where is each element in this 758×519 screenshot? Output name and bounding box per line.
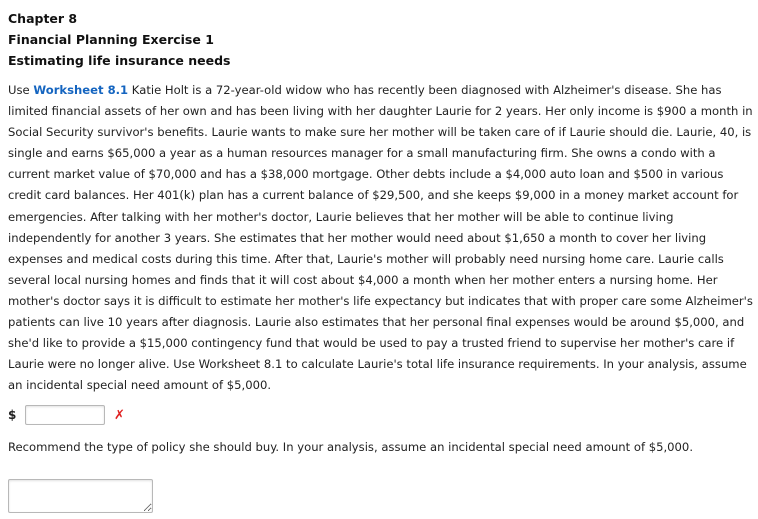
worksheet-link[interactable]: Worksheet 8.1	[33, 83, 129, 97]
problem-body: Katie Holt is a 72-year-old widow who has recently been diagnosed with Alzheimer's disease. She has limited financial assets of her own and has been living with her daughter Laurie for 2 years. Her only income is $900 a month in Social Security survivor's benefits. Laurie wants to make sure her mother will be taken care of if Laurie should die. Laurie, 40, is single and earns $65,000 a year as a human resources manager for a small manufacturing firm. She owns a condo with a current market value of $70,000 and has a $38,000 mortgage. Other debts include a $4,000 auto loan and $500 in various credit card balances. Her 401(k) plan has a current balance of $29,500, and she keeps $9,000 in a money market account for emergencies. After talking with her mother's doctor, Laurie believes that her mother will be able to continue living independently for another 3 years. She estimates that her mother would need about $1,650 a month to cover her living expenses and medical costs during this time. After that, Laurie's mother will probably need nursing home care. Laurie calls several local nursing homes and finds that it will cost about $4,000 a month when her mother enters a nursing home. Her mother's doctor says it is difficult to estimate her mother's life expectancy but indicates that with proper care some Alzheimer's patients can live 10 years after diagnosis. Laurie also estimates that her personal final expenses would be around $5,000, and she'd like to provide a $15,000 contingency fund that would be used to pay a trusted friend to supervise her mother's care if Laurie were no longer alive. Use Worksheet 8.1 to calculate Laurie's total life insurance requirements. In your analysis, assume an incidental special need amount of $5,000.	[8, 83, 753, 393]
policy-question: Recommend the type of policy she should buy. In your analysis, assume an incidental special need amount of $5,000.	[8, 440, 693, 454]
problem-statement	[8, 80, 756, 396]
problem-intro: Use	[8, 83, 34, 97]
currency-symbol: $	[8, 408, 17, 422]
chapter-label: Chapter 8	[8, 11, 78, 26]
insurance-requirement-answer-row	[8, 404, 125, 426]
exercise-title: Estimating life insurance needs	[8, 53, 231, 68]
insurance-requirement-input[interactable]	[25, 405, 105, 425]
policy-recommendation-textarea[interactable]	[8, 479, 153, 513]
incorrect-x-icon: ✗	[114, 407, 125, 423]
section-label: Financial Planning Exercise 1	[8, 32, 214, 47]
exercise-header	[8, 8, 231, 71]
